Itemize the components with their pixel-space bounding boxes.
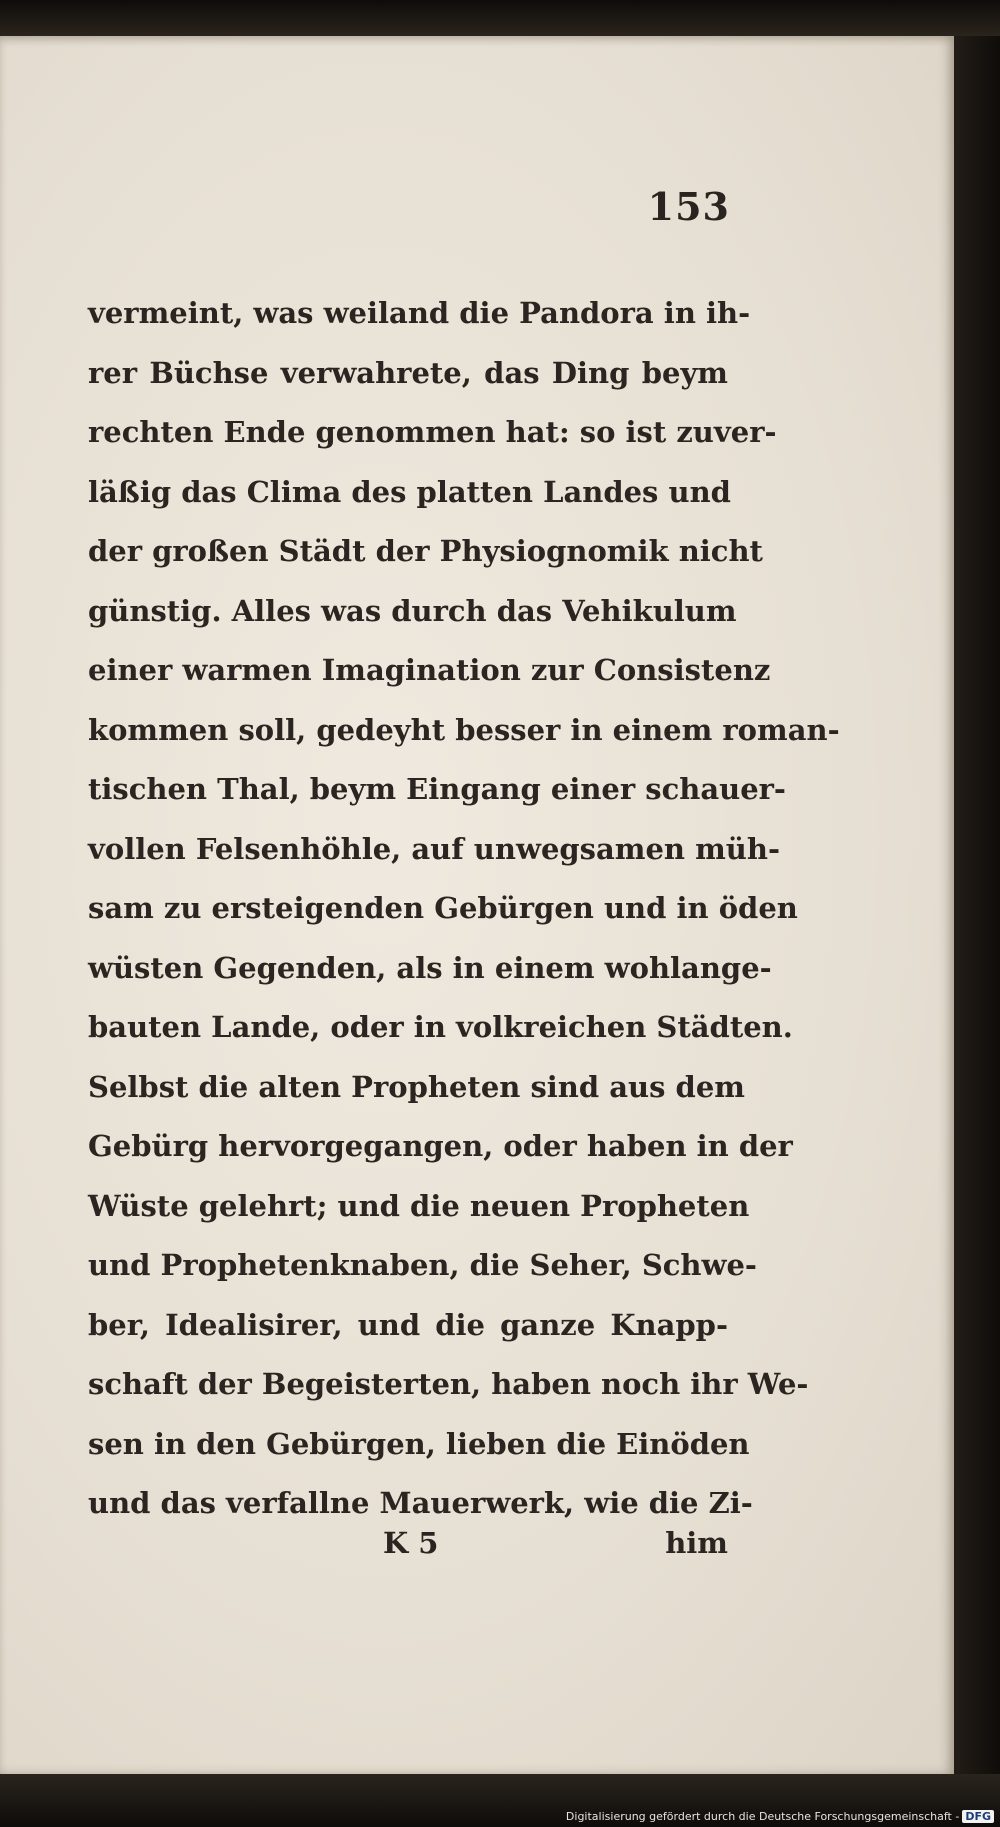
text-line: tischen Thal, beym Eingang einer schauer-: [88, 772, 786, 806]
credit-text: Digitalisierung gefördert durch die Deutsche Forschungsgemeinschaft -: [565, 1810, 960, 1823]
catchword: him: [665, 1526, 728, 1560]
scan-top-edge: [0, 0, 1000, 36]
text-line: einer warmen Imagination zur Consistenz: [88, 653, 771, 687]
dfg-logo: DFG: [962, 1810, 994, 1823]
text-line: rechten Ende genommen hat: so ist zuver-: [88, 415, 777, 449]
text-line: und das verfallne Mauerwerk, wie die Zi-: [88, 1486, 753, 1520]
text-line: rer Büchse verwahrete, das Ding beym: [88, 355, 728, 390]
text-line: Selbst die alten Propheten sind aus dem: [88, 1069, 745, 1104]
text-line: günstig. Alles was durch das Vehikulum: [88, 593, 737, 628]
text-line: und Prophetenknaben, die Seher, Schwe-: [88, 1248, 757, 1282]
signature-mark: K 5: [383, 1526, 439, 1560]
text-line: ber, Idealisirer, und die ganze Knapp-: [88, 1307, 728, 1342]
scan-right-edge: [954, 36, 1000, 1774]
book-page: [0, 36, 954, 1774]
text-line: der großen Städt der Physiognomik nicht: [88, 534, 763, 568]
text-line: kommen soll, gedeyht besser in einem roman-: [88, 712, 840, 747]
page-footer: [88, 1526, 728, 1586]
text-line: vollen Felsenhöhle, auf unwegsamen müh-: [88, 831, 780, 866]
text-line: sen in den Gebürgen, lieben die Einöden: [88, 1426, 750, 1461]
text-line: Wüste gelehrt; und die neuen Propheten: [88, 1188, 750, 1223]
text-line: Gebürg hervorgegangen, oder haben in der: [88, 1129, 793, 1163]
text-line: wüsten Gegenden, als in einem wohlange-: [88, 950, 772, 985]
text-line: läßig das Clima des platten Landes und: [88, 474, 731, 509]
text-line: bauten Lande, oder in volkreichen Städten.: [88, 1010, 793, 1044]
text-line: schaft der Begeisterten, haben noch ihr We-: [88, 1367, 809, 1401]
text-line: sam zu ersteigenden Gebürgen und in öden: [88, 891, 798, 925]
digitization-credit: [566, 1810, 994, 1823]
page-number: 153: [647, 184, 730, 229]
page-text: [88, 284, 840, 1534]
text-line: vermeint, was weiland die Pandora in ih-: [88, 296, 751, 330]
